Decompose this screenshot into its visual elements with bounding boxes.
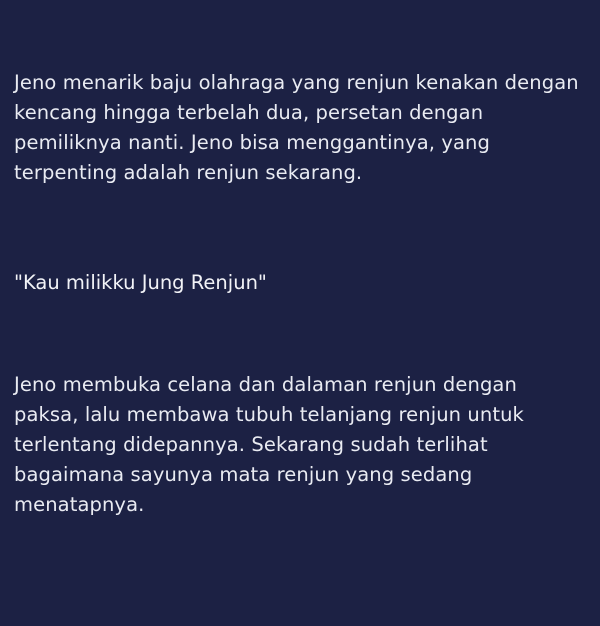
story-paragraph-2: Jeno membuka celana dan dalaman renjun dengan paksa, lalu membawa tubuh telanjang renjun untuk terlentang didepannya. Sekarang sudah terlihat bagaimana sayunya mata renjun yang sedang menatapnya. [14,373,524,516]
paragraph-spacer-1 [14,188,586,268]
paragraph-spacer-2 [14,298,586,370]
story-paragraph-1: Jeno menarik baju olahraga yang renjun kenakan dengan kencang hingga terbelah dua, persetan dengan pemiliknya nanti. Jeno bisa menggantinya, yang terpenting adalah renjun sekarang. [14,71,579,184]
reader-content [14,0,586,520]
story-quote-line: "Kau milikku Jung Renjun" [14,271,267,294]
